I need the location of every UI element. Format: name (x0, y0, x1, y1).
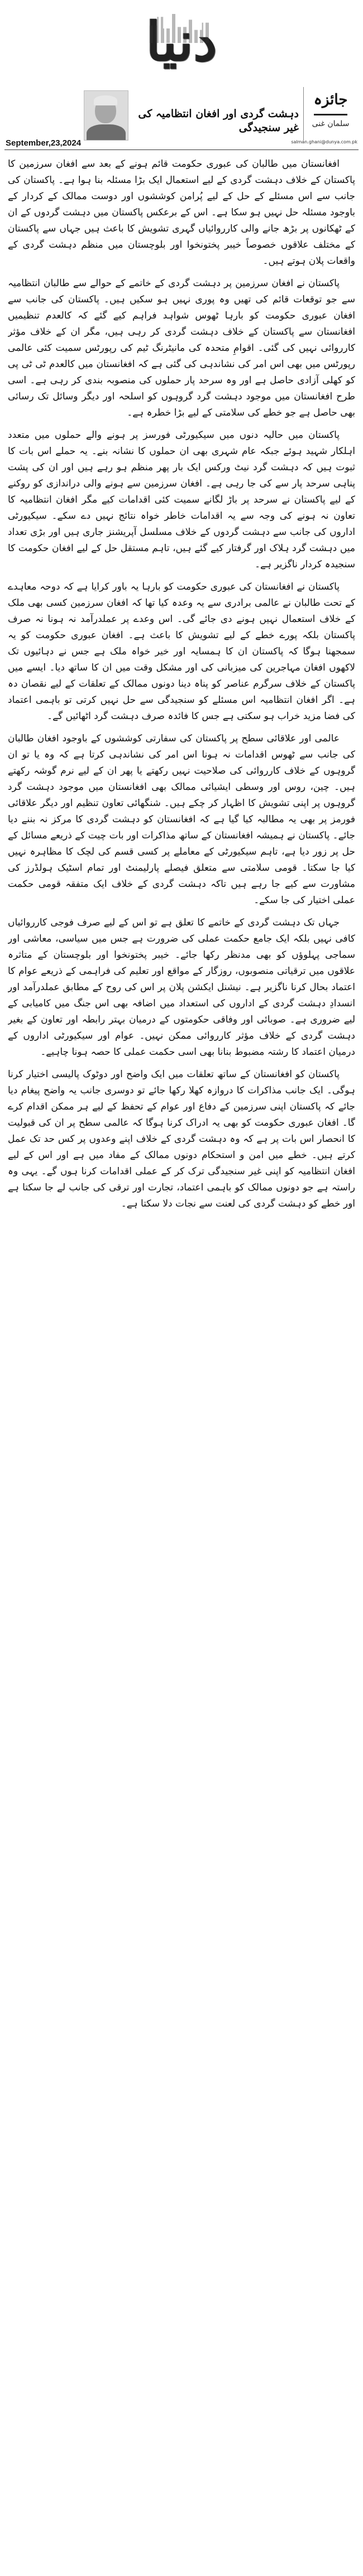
column-header (0, 85, 363, 151)
article-paragraph: پاکستان نے افغان سرزمین پر دہشت گردی کے خاتمے کے حوالے سے طالبان انتظامیہ سے جو توقعات قائم کی تھیں وہ پوری نہیں ہو سکیں ہیں۔ پاکستان کی جانب سے افغان عبوری حکومت کو بارہا ٹھوس شواہد فراہم کیے گئے کہ کالعدم تنظیمیں افغانستان سے پاکستان کے خلاف دہشت گردی کر رہی ہیں، مگر ان کے خلاف مؤثر کارروائی نہیں کی گئی۔ اقوامِ متحدہ کی مانیٹرنگ ٹیم کی رپورٹس سمیت کئی عالمی رپورٹس میں بھی اس امر کی نشاندہی کی گئی ہے کہ افغانستان میں کالعدم ٹی ٹی پی کو کھلی آزادی حاصل ہے اور وہ سرحد پار حملوں کی منصوبہ بندی کر رہی ہے۔ اسی طرح افغانستان میں موجود دہشت گرد گروہوں کو اسلحہ اور دیگر وسائل تک رسائی بھی حاصل ہے جو خطے کی سلامتی کے لیے بڑا خطرہ ہے۔ (8, 278, 355, 418)
header-divider (4, 149, 359, 150)
article-paragraph: پاکستان کو افغانستان کے ساتھ تعلقات میں ایک واضح اور دوٹوک پالیسی اختیار کرنا ہوگی۔ ایک جانب مذاکرات کا دروازہ کھلا رکھا جائے تو دوسری جانب یہ واضح پیغام دیا جائے کہ پاکستان اپنی سرزمین کے دفاع اور عوام کے تحفظ کے لیے ہر ممکن اقدام کرے گا۔ افغان عبوری حکومت کو بھی یہ ادراک کرنا ہوگا کہ عالمی سطح پر ان کی قبولیت کا انحصار اس بات پر ہے کہ وہ دہشت گردی کے خلاف اپنے وعدوں پر کس حد تک عمل کرتے ہیں۔ خطے میں امن و استحکام دونوں ممالک کے مفاد میں ہے اور اس کے لیے افغان انتظامیہ کو اپنی غیر سنجیدگی ترک کر کے عملی اقدامات کرنا ہوں گے۔ یہی وہ راستہ ہے جو دونوں ممالک کو باہمی اعتماد، تجارت اور ترقی کی جانب لے جا سکتا ہے اور خطے کو دہشت گردی کی لعنت سے نجات دلا سکتا ہے۔ (8, 1069, 355, 1209)
author-photo (84, 90, 128, 141)
article-headline: دہشت گردی اور افغان انتظامیہ کی غیر سنجیدگی (138, 108, 299, 134)
columnist-name: سلمان غنی (312, 119, 350, 128)
author-photo-shoulders (87, 124, 126, 141)
publish-date: September,23,2024 (6, 138, 82, 148)
article-paragraph: پاکستان نے افغانستان کی عبوری حکومت کو بارہا یہ باور کرایا ہے کہ دوحہ معاہدے کے تحت طالبان نے عالمی برادری سے یہ وعدہ کیا تھا کہ افغان سرزمین کسی بھی ملک کے خلاف استعمال نہیں ہونے دی جائے گی۔ اس وعدے پر عملدرآمد نہ ہونا نہ صرف پاکستان بلکہ پورے خطے کے لیے تشویش کا باعث ہے۔ افغان عبوری حکومت کو یہ سمجھنا ہوگا کہ پاکستان ان کا ہمسایہ اور خیر خواہ ملک ہے جس نے دہائیوں تک لاکھوں افغان مہاجرین کی میزبانی کی اور مشکل وقت میں ان کا ساتھ دیا۔ ایسے میں پاکستان کے خلاف سرگرم عناصر کو پناہ دینا دونوں ممالک کے تعلقات کے لیے نقصان دہ ہے۔ اگر افغان انتظامیہ اس مسئلے کو سنجیدگی سے حل نہیں کرتی تو باہمی اعتماد کی فضا مزید خراب ہو سکتی ہے جس کا فائدہ صرف دہشت گرد اٹھائیں گے۔ (8, 581, 355, 722)
logo-text: دنیا (146, 10, 217, 73)
column-name: جائزہ (313, 91, 348, 108)
article-paragraph: جہاں تک دہشت گردی کے خاتمے کا تعلق ہے تو اس کے لیے صرف فوجی کارروائیاں کافی نہیں بلکہ ایک جامع حکمت عملی کی ضرورت ہے جس میں سیاسی، معاشی اور سماجی پہلوؤں کو بھی مدنظر رکھا جائے۔ خیبر پختونخوا اور بلوچستان کے متاثرہ علاقوں میں ترقیاتی منصوبوں، روزگار کے مواقع اور تعلیم کی فراہمی کے ذریعے عوام کا اعتماد بحال کرنا ناگزیر ہے۔ نیشنل ایکشن پلان پر اس کی روح کے مطابق عملدرآمد اور انسدادِ دہشت گردی کے اداروں کی استعداد میں اضافہ بھی اس جنگ میں کامیابی کے لیے ضروری ہے۔ صوبائی اور وفاقی حکومتوں کے درمیان بہتر رابطہ اور تعاون کے بغیر دہشت گردی کے خلاف مؤثر کارروائی ممکن نہیں۔ عوام اور سیکیورٹی اداروں کے درمیان اعتماد کا رشتہ مضبوط بنانا بھی اسی حکمت عملی کا حصہ ہونا چاہیے۔ (8, 917, 355, 1058)
author-photo-hair (94, 95, 117, 105)
columnist-email[interactable]: salman.ghani@dunya.com.pk (291, 139, 357, 144)
article-body (8, 156, 355, 2572)
column-badge (303, 87, 357, 141)
masthead (0, 0, 363, 84)
article-paragraph: عالمی اور علاقائی سطح پر پاکستان کی سفارتی کوششوں کے باوجود افغان طالبان کی جانب سے ٹھوس اقدامات نہ ہونا اس امر کی نشاندہی کرتا ہے کہ وہ یا تو ان گروہوں کے خلاف کارروائی کی صلاحیت نہیں رکھتے یا پھر ان کے لیے نرم گوشہ رکھتے ہیں۔ چین، روس اور وسطی ایشیائی ممالک بھی افغانستان میں موجود دہشت گرد گروہوں پر اپنی تشویش کا اظہار کر چکے ہیں۔ شنگھائی تعاون تنظیم اور دیگر علاقائی فورمز پر بھی یہ مطالبہ کیا گیا ہے کہ افغانستان کو دہشت گردی کا مرکز نہ بننے دیا جائے۔ پاکستان نے ہمیشہ افغانستان کے ساتھ مذاکرات اور بات چیت کے ذریعے مسائل کے حل پر زور دیا ہے، تاہم سیکیورٹی کے معاملے پر کسی قسم کی لچک کا مظاہرہ نہیں کیا جا سکتا۔ قومی سلامتی سے متعلق فیصلے پارلیمنٹ اور تمام اسٹیک ہولڈرز کی مشاورت سے کیے جا رہے ہیں تاکہ دہشت گردی کے خلاف ایک متفقہ قومی حکمت عملی اختیار کی جا سکے۔ (8, 733, 355, 906)
article-paragraph: افغانستان میں طالبان کی عبوری حکومت قائم ہونے کے بعد سے افغان سرزمین کا پاکستان کے خلاف دہشت گردی کے لیے استعمال ایک بڑا مسئلہ بنا ہوا ہے۔ پاکستان کی جانب سے اس مسئلے کے حل کے لیے پُرامن کوششوں اور دوست ممالک کے کردار کے باوجود مسئلہ حل نہیں ہو سکا ہے۔ اس کے برعکس پاکستان میں دہشت گردوں کے ان کے ٹھکانوں پر بڑھ جانے والی کارروائیاں گہری تشویش کا باعث ہیں جہاں سے پاکستان کے مختلف علاقوں خصوصاً خیبر پختونخوا اور بلوچستان میں منظم دہشت گردی کے واقعات پلان ہوتے ہیں۔ (8, 158, 355, 267)
article-paragraph: پاکستان میں حالیہ دنوں میں سیکیورٹی فورسز پر ہونے والے حملوں میں متعدد اہلکار شہید ہوئے جبکہ عام شہری بھی ان حملوں کا نشانہ بنے۔ یہ حملے اس بات کا ثبوت ہیں کہ دہشت گرد نیٹ ورکس ایک بار پھر منظم ہو رہے ہیں اور ان کی پشت پناہی سرحد پار سے کی جا رہی ہے۔ افغان سرزمین سے ہونے والی دراندازی کو روکنے کے لیے پاکستان نے سرحد پر باڑ لگانے سمیت کئی اقدامات کیے مگر افغان انتظامیہ کا تعاون نہ ہونے کی وجہ سے یہ اقدامات خاطر خواہ نتائج نہیں دے سکے۔ سیکیورٹی اداروں کی جانب سے دہشت گردوں کے خلاف مسلسل آپریشنز جاری ہیں اور بڑی تعداد میں دہشت گرد ہلاک اور گرفتار کیے گئے ہیں، تاہم مستقل حل کے لیے افغان حکومت کا سنجیدہ کردار ناگزیر ہے۔ (8, 430, 355, 570)
column-name-underline (314, 114, 347, 115)
newspaper-logo[interactable] (128, 8, 235, 75)
